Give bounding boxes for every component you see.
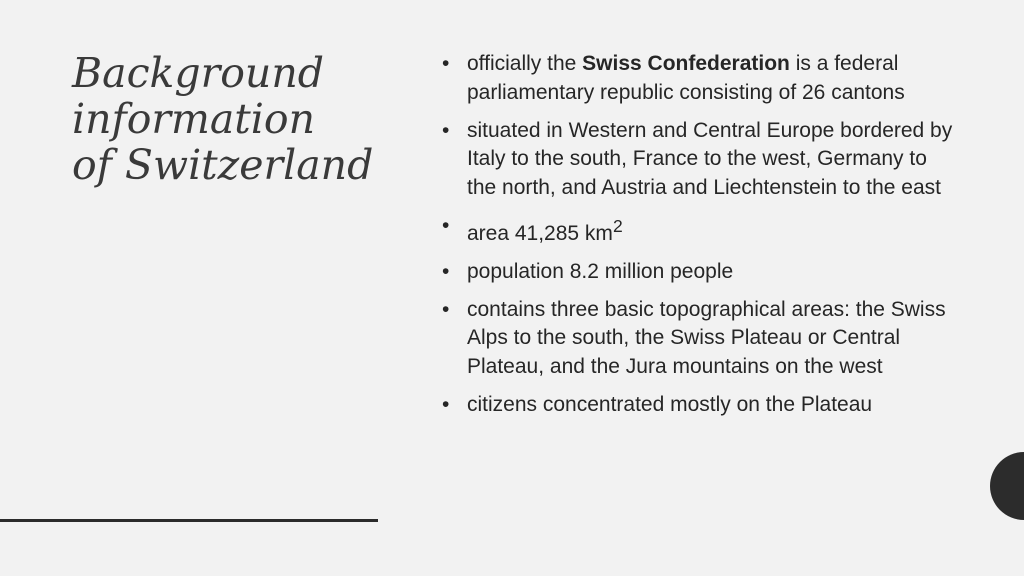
bullet-item [438, 258, 958, 287]
bullet-text: situated in Western and Central Europe bordered by Italy to the south, France to the west, Germany to the north, and Austria and Liechtenstein to the east [467, 118, 953, 199]
bullet-item [438, 391, 958, 420]
content-area [438, 50, 958, 429]
title-line-1: Background [72, 49, 324, 97]
bullet-text: citizens concentrated mostly on the Plateau [467, 392, 873, 416]
bullet-dot-icon: • [442, 297, 450, 321]
bullet-dot-icon: • [442, 118, 450, 142]
bullet-item [438, 117, 958, 203]
slide-title [72, 50, 392, 188]
bullet-text: population 8.2 million people [467, 259, 734, 283]
bullet-dot-icon: • [442, 259, 450, 283]
bullet-dot-icon: • [442, 392, 450, 416]
bullet-dot-icon: • [442, 213, 450, 237]
bullet-item [438, 296, 958, 382]
bullet-text: area 41,285 km [467, 221, 613, 245]
bullet-text-bold: Swiss Confederation [582, 52, 790, 75]
bullet-text: contains three basic topographical areas: the Swiss Alps to the south, the Swiss Plateau or Central Plateau, and the Jura mountains on the west [467, 297, 946, 378]
bullet-dot-icon: • [442, 52, 450, 75]
bullet-superscript: 2 [612, 215, 623, 236]
title-line-2: information [72, 95, 315, 143]
divider-line [0, 519, 378, 522]
bullet-text-post: is a federal parliamentary republic consisting of 26 cantons [467, 52, 905, 104]
bullet-list [438, 50, 958, 419]
bullet-item [438, 212, 958, 249]
decorative-circle [990, 452, 1024, 520]
title-line-3: of Switzerland [72, 141, 374, 189]
bullet-item [438, 50, 958, 107]
bullet-text-pre: officially the [467, 52, 583, 75]
